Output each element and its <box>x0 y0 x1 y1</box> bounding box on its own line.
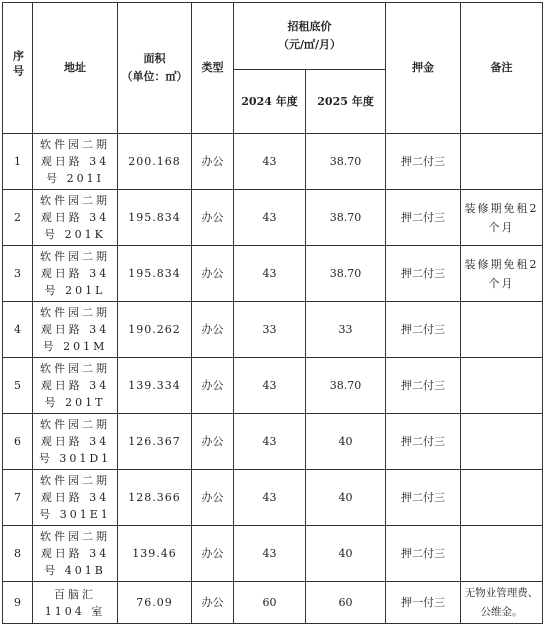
cell-type: 办公 <box>192 246 234 302</box>
cell-price-2025: 38.70 <box>306 358 386 414</box>
header-price <box>234 3 386 70</box>
header-type: 类型 <box>192 3 234 134</box>
cell-price-2025: 60 <box>306 582 386 624</box>
cell-address: 软件园二期观日路 34 号 301D1 <box>33 414 118 470</box>
cell-remarks: 无物业管理费、公维金。 <box>461 582 543 624</box>
cell-area: 76.09 <box>118 582 192 624</box>
table-row <box>3 190 543 246</box>
cell-price-2024: 43 <box>234 246 306 302</box>
header-year-2025: 2025 年度 <box>306 70 386 134</box>
cell-seq: 1 <box>3 134 33 190</box>
cell-price-2025: 38.70 <box>306 246 386 302</box>
cell-type: 办公 <box>192 414 234 470</box>
header-area <box>118 3 192 134</box>
cell-area: 126.367 <box>118 414 192 470</box>
table-row <box>3 414 543 470</box>
cell-price-2024: 43 <box>234 134 306 190</box>
cell-area: 139.334 <box>118 358 192 414</box>
table-row <box>3 358 543 414</box>
cell-type: 办公 <box>192 190 234 246</box>
cell-seq: 4 <box>3 302 33 358</box>
cell-address: 软件园二期观日路 34 号 201L <box>33 246 118 302</box>
cell-price-2025: 40 <box>306 526 386 582</box>
cell-address: 软件园二期观日路 34 号 201T <box>33 358 118 414</box>
table-row <box>3 470 543 526</box>
cell-address: 软件园二期观日路 34 号 201I <box>33 134 118 190</box>
cell-price-2025: 40 <box>306 414 386 470</box>
cell-price-2024: 43 <box>234 526 306 582</box>
table-header <box>3 3 543 134</box>
cell-price-2025: 38.70 <box>306 190 386 246</box>
cell-seq: 7 <box>3 470 33 526</box>
cell-price-2024: 43 <box>234 190 306 246</box>
cell-seq: 6 <box>3 414 33 470</box>
table-row <box>3 526 543 582</box>
cell-seq: 9 <box>3 582 33 624</box>
cell-address: 软件园二期观日路 34 号 401B <box>33 526 118 582</box>
table-row <box>3 302 543 358</box>
cell-type: 办公 <box>192 470 234 526</box>
rental-listing-table <box>2 2 543 624</box>
cell-deposit: 押二付三 <box>386 190 461 246</box>
cell-price-2024: 33 <box>234 302 306 358</box>
cell-area: 195.834 <box>118 190 192 246</box>
header-address: 地址 <box>33 3 118 134</box>
cell-area: 200.168 <box>118 134 192 190</box>
cell-price-2025: 40 <box>306 470 386 526</box>
cell-deposit: 押二付三 <box>386 470 461 526</box>
cell-deposit: 押二付三 <box>386 414 461 470</box>
cell-remarks <box>461 414 543 470</box>
cell-remarks <box>461 134 543 190</box>
cell-deposit: 押二付三 <box>386 302 461 358</box>
cell-price-2024: 43 <box>234 358 306 414</box>
cell-seq: 5 <box>3 358 33 414</box>
cell-type: 办公 <box>192 582 234 624</box>
header-price-line2: （元/㎡/月） <box>277 38 342 51</box>
cell-remarks <box>461 302 543 358</box>
cell-area: 128.366 <box>118 470 192 526</box>
table-row <box>3 582 543 624</box>
cell-type: 办公 <box>192 358 234 414</box>
header-year-2024: 2024 年度 <box>234 70 306 134</box>
cell-seq: 8 <box>3 526 33 582</box>
cell-area: 139.46 <box>118 526 192 582</box>
table-row <box>3 134 543 190</box>
cell-deposit: 押二付三 <box>386 358 461 414</box>
cell-address: 百脑汇 1104 室 <box>33 582 118 624</box>
cell-type: 办公 <box>192 526 234 582</box>
header-seq: 序号 <box>3 3 33 134</box>
cell-deposit: 押二付三 <box>386 526 461 582</box>
cell-remarks <box>461 526 543 582</box>
cell-remarks: 装修期免租2个月 <box>461 190 543 246</box>
cell-type: 办公 <box>192 134 234 190</box>
cell-remarks <box>461 470 543 526</box>
header-remarks: 备注 <box>461 3 543 134</box>
header-area-line2: （单位：㎡） <box>121 70 188 83</box>
cell-area: 190.262 <box>118 302 192 358</box>
table-row <box>3 246 543 302</box>
cell-price-2025: 33 <box>306 302 386 358</box>
cell-address: 软件园二期观日路 34 号 301E1 <box>33 470 118 526</box>
table-body <box>3 134 543 624</box>
cell-address: 软件园二期观日路 34 号 201M <box>33 302 118 358</box>
cell-deposit: 押二付三 <box>386 134 461 190</box>
cell-remarks <box>461 358 543 414</box>
header-area-line1: 面积 <box>143 52 166 65</box>
cell-price-2025: 38.70 <box>306 134 386 190</box>
cell-deposit: 押二付三 <box>386 246 461 302</box>
cell-address: 软件园二期观日路 34 号 201K <box>33 190 118 246</box>
cell-remarks: 装修期免租2个月 <box>461 246 543 302</box>
cell-seq: 3 <box>3 246 33 302</box>
cell-area: 195.834 <box>118 246 192 302</box>
cell-price-2024: 60 <box>234 582 306 624</box>
cell-deposit: 押一付三 <box>386 582 461 624</box>
header-price-line1: 招租底价 <box>287 20 332 33</box>
cell-price-2024: 43 <box>234 470 306 526</box>
cell-seq: 2 <box>3 190 33 246</box>
header-deposit: 押金 <box>386 3 461 134</box>
cell-price-2024: 43 <box>234 414 306 470</box>
cell-type: 办公 <box>192 302 234 358</box>
